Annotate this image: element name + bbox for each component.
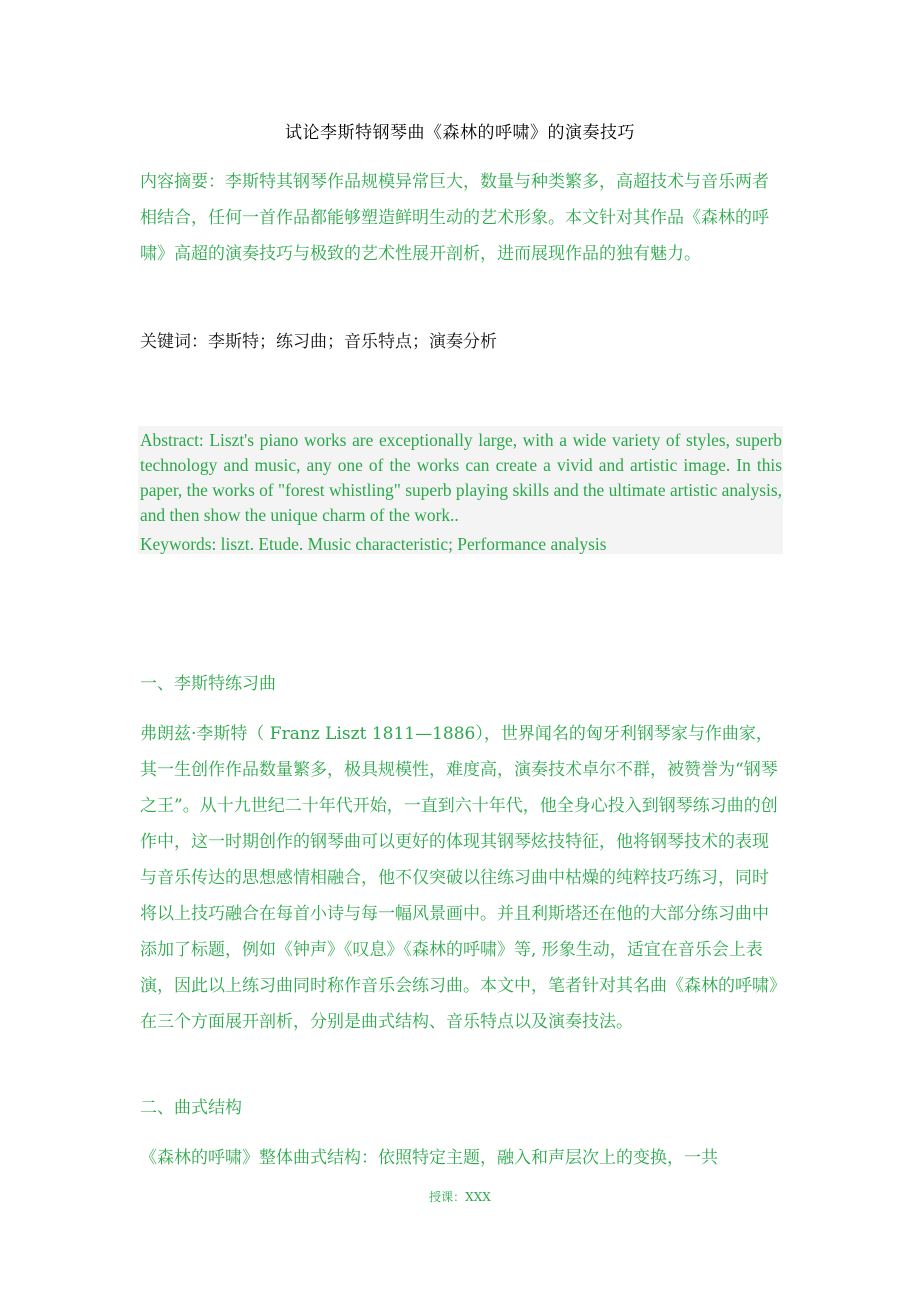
page-footer: 授课：XXX [429,1190,491,1204]
summary-paragraph: 内容摘要：李斯特其钢琴作品规模异常巨大，数量与种类繁多，高超技术与音乐两者相结合，任何一首作品都能够塑造鲜明生动的艺术形象。本文针对其作品《森林的呼啸》高超的演奏技巧与极致的艺术性展开剖析，进而展现作品的独有魅力。 [140,172,769,264]
section2-heading: 二、曲式结构 [140,1098,242,1118]
keywords-line: 关键词：李斯特；练习曲；音乐特点；演奏分析 [140,332,497,352]
section1-body: 弗朗兹·李斯特（ Franz Liszt 1811—1886），世界闻名的匈牙利钢琴家与作曲家，其一生创作作品数量繁多，极具规模性，难度高，演奏技术卓尔不群，被赞誉为“钢琴之王”。从十九世纪二十年代开始，一直到六十年代，他全身心投入到钢琴练习曲的创作中，这一时期创作的钢琴曲可以更好的体现其钢琴炫技特征，他将钢琴技术的表现与音乐传达的思想感情相融合，他不仅突破以往练习曲中枯燥的纯粹技巧练习，同时将以上技巧融合在每首小诗与每一幅风景画中。并且利斯塔还在他的大部分练习曲中添加了标题，例如《钟声》《叹息》《森林的呼啸》等, 形象生动，适宜在音乐会上表演，因此以上练习曲同时称作音乐会练习曲。本文中，笔者针对其名曲《森林的呼啸》在三个方面展开剖析，分别是曲式结构、音乐特点以及演奏技法。 [140,724,778,1032]
section2-body: 《森林的呼啸》整体曲式结构：依照特定主题，融入和声层次上的变换，一共 [140,1148,718,1168]
abstract-keywords: Keywords: liszt. Etude. Music characteristic; Performance analysis [140,534,607,554]
section1-heading: 一、李斯特练习曲 [140,674,276,694]
abstract-paragraph: Abstract: Liszt's piano works are exceptionally large, with a wide variety of styles, superb technology and music, any one of the works can create a vivid and artistic image. In this paper, the works of "forest whistling" superb playing skills and the ultimate artistic analysis, and then show the unique charm of the work.. [140,430,782,525]
document-title: 试论李斯特钢琴曲《森林的呼啸》的演奏技巧 [285,123,635,143]
